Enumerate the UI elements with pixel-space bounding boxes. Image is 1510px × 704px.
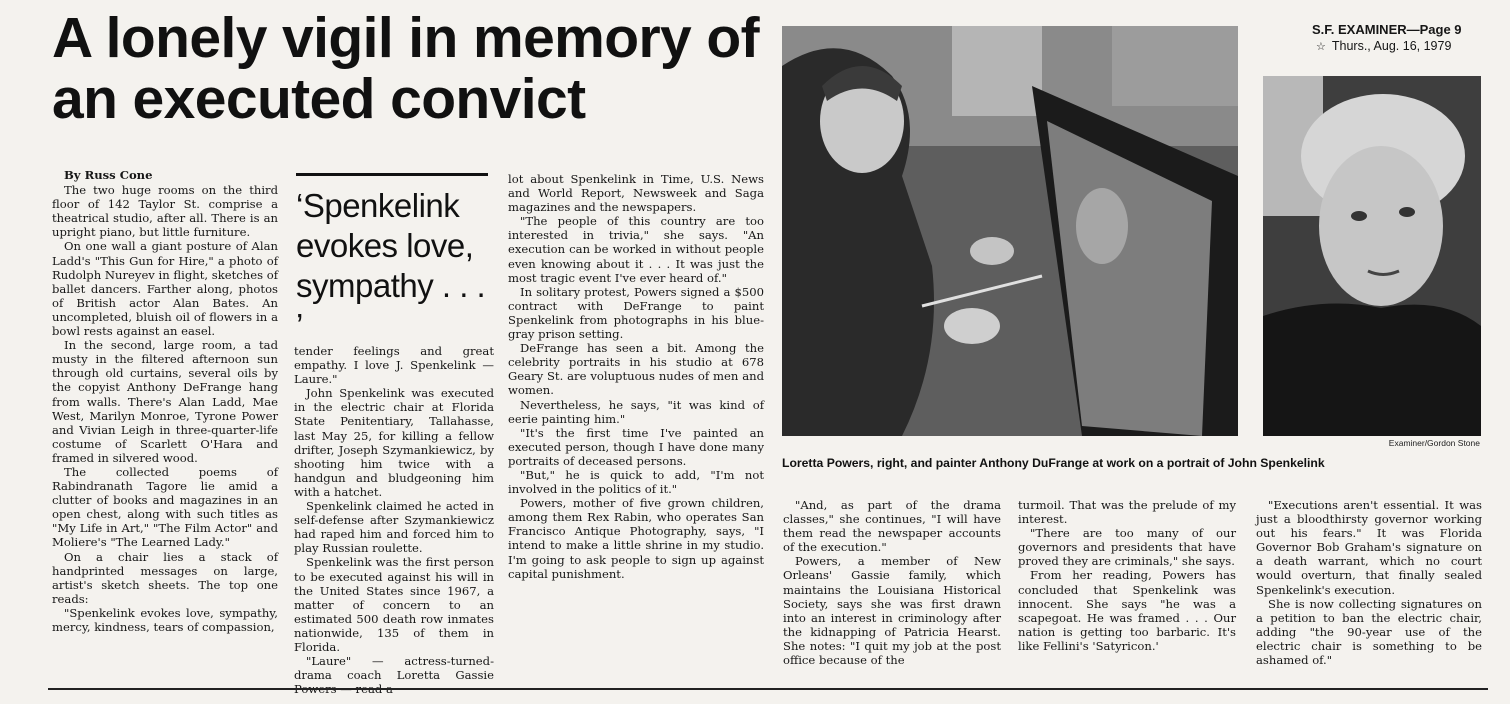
photo-credit: Examiner/Gordon Stone <box>1388 438 1480 448</box>
paragraph: "There are too many of our governors and presidents that have proved they are criminals," she says. <box>1018 526 1236 569</box>
paragraph: Nevertheless, he says, "it was kind of eerie painting him." <box>508 397 764 426</box>
paragraph: The collected poems of Rabindranath Tagore lie amid a clutter of books and magazines in an open chest, along with such titles as "My Life in Art," "The Film Actor" and Moliere's "The Learned Lady." <box>52 464 278 550</box>
paragraph: "The people of this country are too interested in trivia," she says. "An execution can be worked in without people even knowing about it . . . It was just the most tragic event I've ever heard of." <box>508 214 764 285</box>
portrait-photo-graphic <box>1263 76 1481 436</box>
paragraph: "And, as part of the drama classes," she continues, "I will have them read the newspaper accounts of the execution." <box>783 498 1001 555</box>
paragraph: From her reading, Powers has concluded that Spenkelink was innocent. She says "he was a scapegoat. He was framed . . . Our nation is getting too barbaric. It's like Fellini's 'Satyricon.' <box>1018 568 1236 653</box>
paragraph: In the second, large room, a tad musty in the filtered afternoon sun through old curtains, several oils by the copyist Anthony DeFrange hang from walls. There's Alan Ladd, Mae West, Marilyn Monroe, Tyrone Power and Vivian Leigh in three-quarter-life costume of Scarlett O'Hara and framed in silvered wood. <box>52 338 278 465</box>
paragraph: Powers, a member of New Orleans' Gassie family, which maintains the Louisiana Historical Society, says she was first drawn into an interest in criminology after the kidnapping of Patricia Hearst. She notes: "I quit my job at the post office because of the <box>783 554 1001 668</box>
article-column-2 <box>294 344 494 696</box>
date: Thurs., Aug. 16, 1979 <box>1331 39 1452 53</box>
page-label: S.F. EXAMINER—Page 9 <box>1312 22 1462 37</box>
article-column-1 <box>52 168 278 634</box>
paragraph: "Executions aren't essential. It was just a bloodthirsty governor working out his fears." It was Florida Governor Bob Graham's signature on a death warrant, which no court would overturn, that finally sealed Spenkelink's execution. <box>1256 498 1482 597</box>
date-line <box>1312 38 1482 55</box>
paragraph: Powers, mother of five grown children, among them Rex Rabin, who operates San Francisco Antique Photography, says, "I intend to make a little shrine in my studio. I'm going to ask people to sign up against capital punishment. <box>508 496 764 581</box>
paragraph: Spenkelink was the first person to be executed against his will in the United States since 1967, a matter of concern to an estimated 500 death row inmates nationwide, 135 of them in Florida. <box>294 555 494 654</box>
photo-loretta-powers <box>1263 76 1481 436</box>
paragraph: "Spenkelink evokes love, sympathy, mercy, kindness, tears of compassion, <box>52 605 278 634</box>
paragraph: The two huge rooms on the third floor of 142 Taylor St. comprise a theatrical studio, after all. There is an upright piano, but little furniture. <box>52 183 278 240</box>
paragraph: tender feelings and great empathy. I love J. Spenkelink — Laure." <box>294 344 494 387</box>
pull-quote: ‘Spenkelink evokes love, sympathy . . . ’ <box>296 173 488 346</box>
paragraph: "But," he is quick to add, "I'm not involved in the politics of it." <box>508 467 764 497</box>
paragraph: lot about Spenkelink in Time, U.S. News and World Report, Newsweek and Saga magazines and the newspapers. <box>508 172 764 215</box>
paragraph: In solitary protest, Powers signed a $500 contract with DeFrange to paint Spenkelink from photographs in his blue-gray prison setting. <box>508 284 764 342</box>
star-icon: ☆ <box>1316 41 1326 53</box>
bottom-rule <box>48 688 1488 690</box>
paragraph: "It's the first time I've painted an executed person, though I have done many portraits of deceased persons. <box>508 425 764 468</box>
headline: A lonely vigil in memory of an executed convict <box>52 6 759 131</box>
paragraph: She is now collecting signatures on a petition to ban the electric chair, adding "the 90-year use of the electric chair is something to be ashamed of." <box>1256 596 1482 668</box>
byline: By Russ Cone <box>64 168 153 182</box>
paragraph: On a chair lies a stack of handprinted messages on large, artist's sketch sheets. The top one reads: <box>52 549 278 606</box>
paragraph: Spenkelink claimed he acted in self-defense after Szymankiewicz had raped him and forced him to play Russian roulette. <box>294 499 494 556</box>
photo-painter-at-easel <box>782 26 1238 436</box>
article-column-4 <box>783 498 1001 667</box>
paragraph: turmoil. That was the prelude of my interest. <box>1018 498 1236 527</box>
article-column-6 <box>1256 498 1482 667</box>
paragraph: "Laure" — actress-turned-drama coach Loretta Gassie Powers — read a <box>294 654 494 697</box>
paragraph: John Spenkelink was executed in the electric chair at Florida State Penitentiary, Tallahasse, last May 25, for killing a fellow drifter, Joseph Szymankiewicz, by shooting him twice with a handgun and bludgeoning him with a hatchet. <box>294 386 494 499</box>
paragraph: On one wall a giant posture of Alan Ladd's "This Gun for Hire," a photo of Rudolph Nureyev in flight, sketches of ballet dancers. Farther along, photos of British actor Alan Bates. An uncompleted, bluish oil of flowers in a bowl rests against an easel. <box>52 239 278 339</box>
paragraph: DeFrange has seen a bit. Among the celebrity portraits in his studio at 678 Geary St. are voluptuous nudes of men and women. <box>508 341 764 398</box>
article-column-3 <box>508 172 764 581</box>
article-column-5 <box>1018 498 1236 653</box>
photo-caption: Loretta Powers, right, and painter Anthony DuFrange at work on a portrait of John Spenkelink <box>782 456 1325 470</box>
masthead <box>1312 22 1482 55</box>
painter-photo-graphic <box>782 26 1238 436</box>
